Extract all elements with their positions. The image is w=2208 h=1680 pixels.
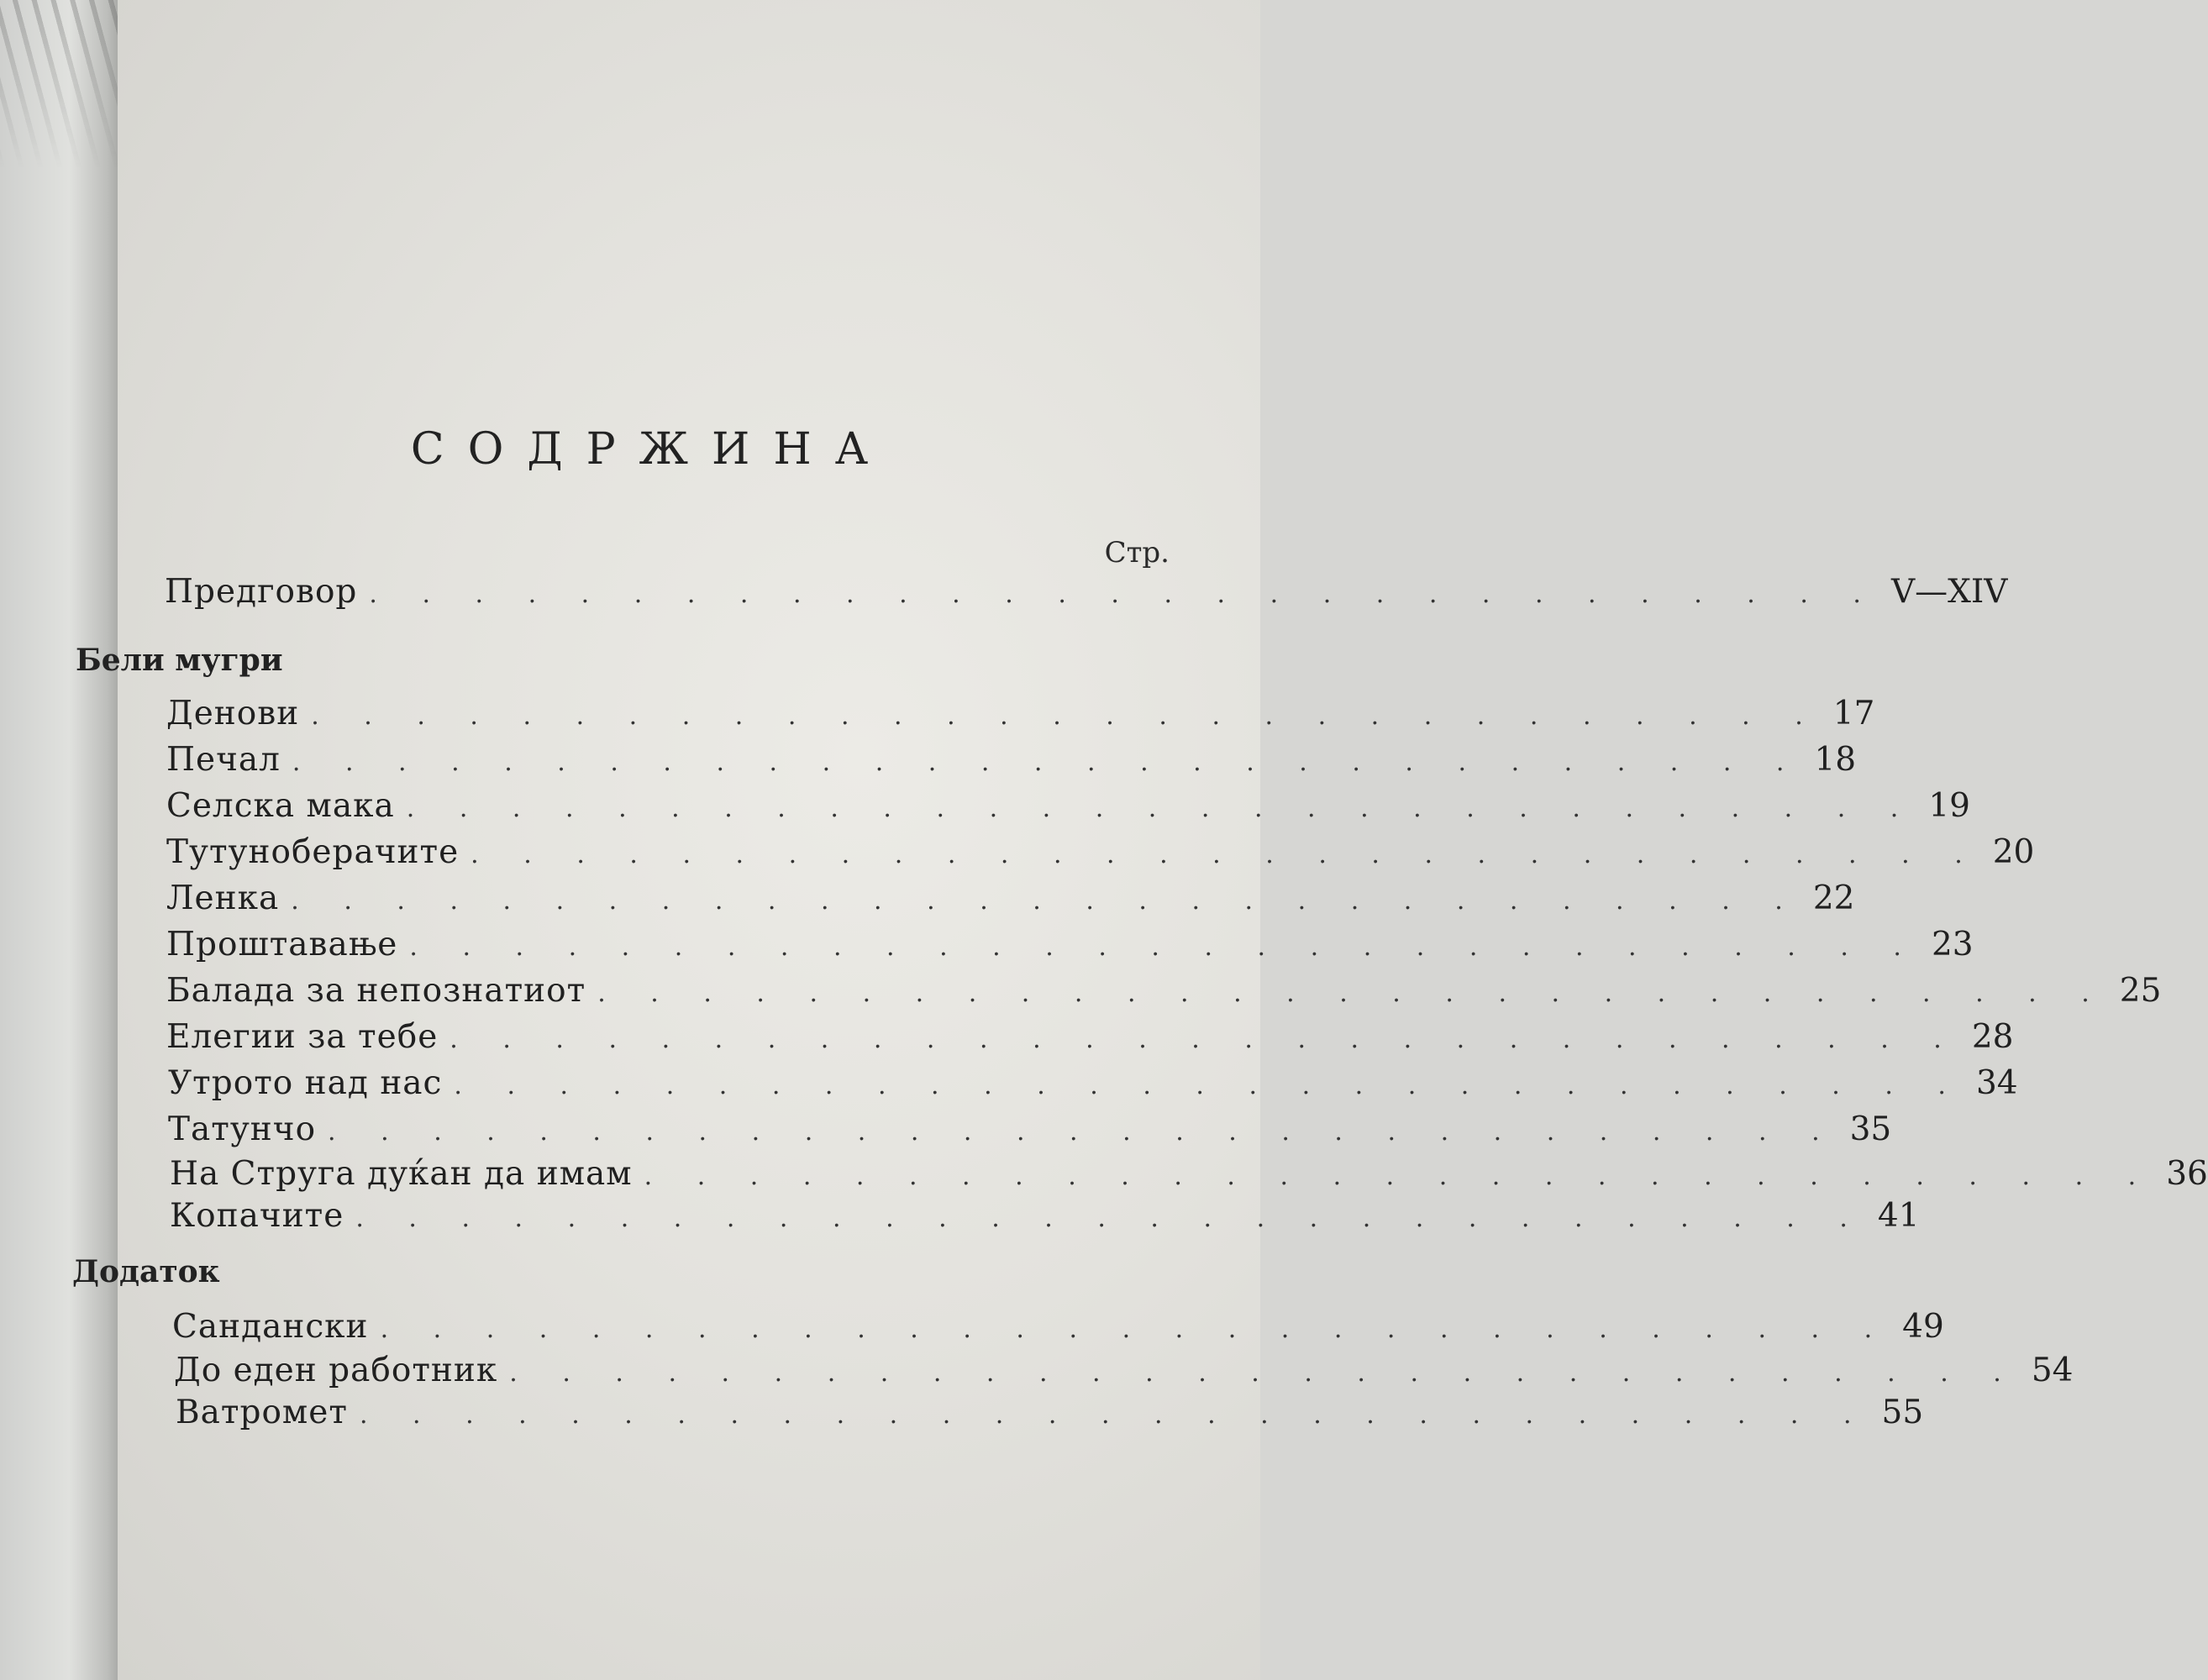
dot-leader: . . . . . . . . . . . . . . . . . . . . . . . . . . . . .	[597, 979, 2108, 1008]
toc-entry-label: Балада за непознатиот	[166, 972, 586, 1010]
dot-leader: . . . . . . . . . . . . . . . . . . . . . . . . . . . . .	[369, 580, 1879, 609]
toc-entry-label: Денови	[166, 695, 300, 732]
toc-entry-page: 41	[1877, 1197, 1920, 1235]
toc-entry-label: Сандански	[172, 1308, 369, 1346]
dot-leader: . . . . . . . . . . . . . . . . . . . . . . . . . . . . .	[311, 701, 1822, 731]
toc-entry	[166, 739, 1857, 781]
toc-entry-page: 17	[1832, 695, 1875, 732]
book-spine	[0, 0, 126, 1680]
toc-entry-label: Предговор	[165, 573, 358, 611]
toc-entry-label: Ленка	[166, 879, 280, 917]
toc-entry	[174, 1350, 2074, 1392]
dot-leader: . . . . . . . . . . . . . . . . . . . . . . . . . . . . .	[355, 1204, 1866, 1233]
toc-entry	[176, 1392, 1924, 1434]
toc-entry	[166, 832, 2035, 874]
toc-entry	[166, 785, 1970, 827]
toc-entry-label: Печал	[166, 741, 281, 779]
toc-entry	[166, 924, 1974, 966]
dot-leader: . . . . . . . . . . . . . . . . . . . . . . . . . . . . .	[328, 1117, 1838, 1147]
toc-entry-label: Тутуноберачите	[166, 833, 460, 871]
toc-entry-page: 23	[1931, 926, 1974, 963]
toc-entry-page: 28	[1971, 1018, 2014, 1056]
facing-page-edge	[0, 0, 118, 168]
toc-entry-page: 18	[1814, 741, 1857, 779]
toc-entry	[166, 1016, 2014, 1058]
toc-entry-label: Копачите	[170, 1197, 344, 1235]
page-column-label: Стр.	[1104, 536, 1170, 570]
toc-entry-label: Ватромет	[176, 1394, 348, 1431]
toc-entry	[170, 1195, 1920, 1237]
toc-entry	[168, 1063, 2018, 1105]
toc-entry-page: 35	[1849, 1110, 1892, 1148]
dot-leader: . . . . . . . . . . . . . . . . . . . . . . . . . . . . .	[406, 794, 1917, 823]
toc-entry-label: Проштавање	[166, 926, 398, 963]
dot-leader: . . . . . . . . . . . . . . . . . . . . . . . . . . . . .	[471, 840, 1981, 869]
dot-leader: . . . . . . . . . . . . . . . . . . . . . . . . . . . . .	[380, 1315, 1891, 1344]
section-heading: Додаток	[72, 1254, 220, 1289]
toc-entry	[166, 693, 1875, 735]
page-title: СОДРЖИНА	[410, 424, 892, 475]
toc-entry-page: 49	[1902, 1308, 1944, 1346]
dot-leader: . . . . . . . . . . . . . . . . . . . . . . . . . . . . .	[409, 932, 1920, 962]
dot-leader: . . . . . . . . . . . . . . . . . . . . . . . . . . . . .	[291, 886, 1801, 916]
dot-leader: . . . . . . . . . . . . . . . . . . . . . . . . . . . . .	[359, 1400, 1870, 1430]
toc-entry-preface	[165, 571, 2008, 613]
toc-entry-page: V—XIV	[1890, 573, 2008, 611]
toc-entry-label: Елегии за тебе	[166, 1018, 439, 1056]
toc-entry-page: 55	[1881, 1394, 1924, 1431]
toc-entry	[168, 1109, 1892, 1151]
toc-entry-label: Утрото над нас	[168, 1064, 443, 1102]
toc-entry	[166, 878, 1855, 920]
dot-leader: . . . . . . . . . . . . . . . . . . . . . . . . . . . . .	[509, 1358, 2020, 1388]
dot-leader: . . . . . . . . . . . . . . . . . . . . . . . . . . . . .	[454, 1071, 1964, 1100]
toc-entry	[166, 970, 2162, 1012]
toc-entry-label: Селска мака	[166, 787, 395, 825]
toc-entry-label: На Струга дуќан да имам	[170, 1155, 633, 1193]
section-heading: Бели мугри	[76, 643, 283, 678]
toc-entry-page: 36	[2166, 1155, 2208, 1193]
dot-leader: . . . . . . . . . . . . . . . . . . . . . . . . . . . . .	[292, 748, 1803, 777]
toc-entry-page: 54	[2031, 1352, 2074, 1389]
dot-leader: . . . . . . . . . . . . . . . . . . . . . . . . . . . . .	[449, 1025, 1960, 1054]
toc-entry-page: 34	[1975, 1064, 2018, 1102]
toc-entry-page: 25	[2119, 972, 2162, 1010]
toc-entry-page: 22	[1812, 879, 1855, 917]
dot-leader: . . . . . . . . . . . . . . . . . . . . . . . . . . . . .	[644, 1162, 2155, 1191]
toc-entry-page: 19	[1928, 787, 1970, 825]
toc-entry	[170, 1153, 2208, 1195]
toc-entry-label: До еден работник	[174, 1352, 498, 1389]
toc-entry	[172, 1306, 1944, 1348]
toc-entry-page: 20	[1992, 833, 2035, 871]
toc-entry-label: Татунчо	[168, 1110, 317, 1148]
